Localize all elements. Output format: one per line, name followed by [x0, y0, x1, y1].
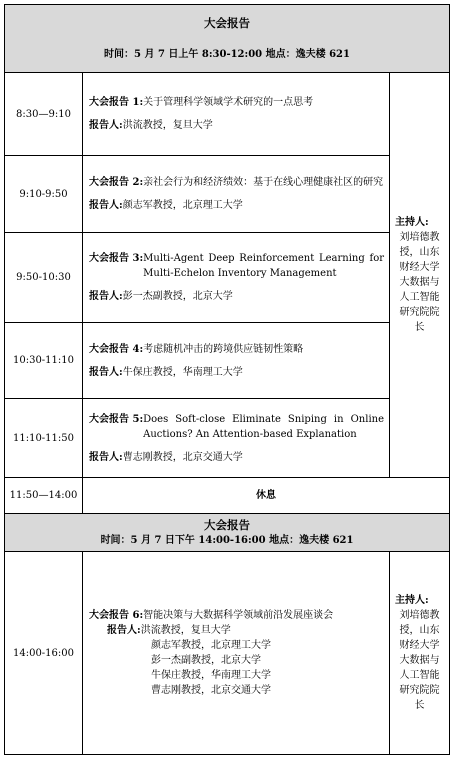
break-time: 11:50—14:00 [5, 478, 83, 514]
talk3-time: 9:50-10:30 [5, 233, 83, 323]
talk1-label: 大会报告 1: [89, 97, 144, 108]
session1-host-label: 主持人: [395, 217, 429, 228]
talk1-title: 关于管理科学领域学术研究的一点思考 [143, 97, 314, 108]
session2-host-label: 主持人: [395, 595, 429, 606]
talk1-time: 8:30—9:10 [5, 73, 83, 156]
talk4-cell [83, 323, 390, 399]
talk6-speaker-5: 曹志刚教授，北京交通大学 [151, 685, 271, 696]
session2-subtitle: 时间：5 月 7 日下午 14:00-16:00 地点：逸夫楼 621 [100, 534, 354, 546]
talk3-title: Multi-Agent Deep Reinforcement Learning for Multi-Echelon Inventory Management [143, 253, 384, 279]
talk2-speaker-label: 报告人: [89, 200, 123, 211]
session1-subtitle: 时间：5 月 7 日上午 8:30-12:00 地点：逸夫楼 621 [104, 48, 350, 60]
talk6-speaker-3: 彭一杰副教授，北京大学 [151, 655, 261, 666]
talk6-title: 智能决策与大数据科学领域前沿发展座谈会 [143, 610, 334, 621]
talk1-speaker-label: 报告人: [89, 120, 123, 131]
talk2-label: 大会报告 2: [89, 177, 144, 188]
talk4-speaker: 牛保庄教授，华南理工大学 [122, 366, 243, 378]
session1-header [5, 5, 450, 73]
talk6-speaker-label: 报告人: [107, 625, 141, 636]
talk5-cell [83, 399, 390, 478]
talk2-cell [83, 156, 390, 233]
talk2-title: 亲社会行为和经济绩效：基于在线心理健康社区的研究 [143, 177, 384, 188]
talk5-title: Does Soft-close Eliminate Sniping in Online Auctions? An Attention-based Explanation [143, 413, 384, 440]
talk5-label: 大会报告 5: [89, 413, 144, 425]
talk5-time: 11:10-11:50 [5, 399, 83, 478]
talk6-speaker-4: 牛保庄教授，华南理工大学 [151, 670, 271, 681]
talk3-cell [83, 233, 390, 323]
talk6-speaker-1: 洪流教授，复旦大学 [140, 625, 231, 636]
schedule-table [4, 4, 450, 755]
talk5-speaker-label: 报告人: [89, 451, 123, 463]
session2-host: 刘培德教授，山东财经大学大数据与人工智能研究院院长 [399, 610, 440, 711]
talk6-cell [83, 552, 390, 755]
session2-header [5, 514, 450, 552]
talk1-cell [83, 73, 390, 156]
session1-title: 大会报告 [204, 15, 251, 30]
talk4-speaker-label: 报告人: [89, 366, 123, 378]
talk4-label: 大会报告 4: [89, 343, 144, 355]
talk6-time: 14:00-16:00 [5, 552, 83, 755]
talk1-speaker: 洪流教授，复旦大学 [122, 120, 213, 131]
talk6-speaker-2: 颜志军教授，北京理工大学 [151, 640, 271, 651]
talk6-label: 大会报告 6: [89, 610, 144, 621]
talk3-speaker: 彭一杰副教授，北京大学 [122, 291, 233, 302]
talk2-speaker: 颜志军教授，北京理工大学 [122, 200, 243, 211]
session1-host-cell [390, 73, 450, 478]
talk5-speaker: 曹志刚教授，北京交通大学 [122, 451, 243, 463]
break-label: 休息 [83, 478, 450, 514]
talk4-time: 10:30-11:10 [5, 323, 83, 399]
talk4-title: 考虑随机冲击的跨境供应链韧性策略 [143, 343, 304, 355]
talk3-label: 大会报告 3: [89, 253, 144, 264]
session1-host: 刘培德教授，山东财经大学大数据与人工智能研究院院长 [399, 232, 440, 333]
talk2-time: 9:10-9:50 [5, 156, 83, 233]
talk3-speaker-label: 报告人: [89, 291, 123, 302]
session2-host-cell [390, 552, 450, 755]
session2-title: 大会报告 [204, 517, 251, 532]
